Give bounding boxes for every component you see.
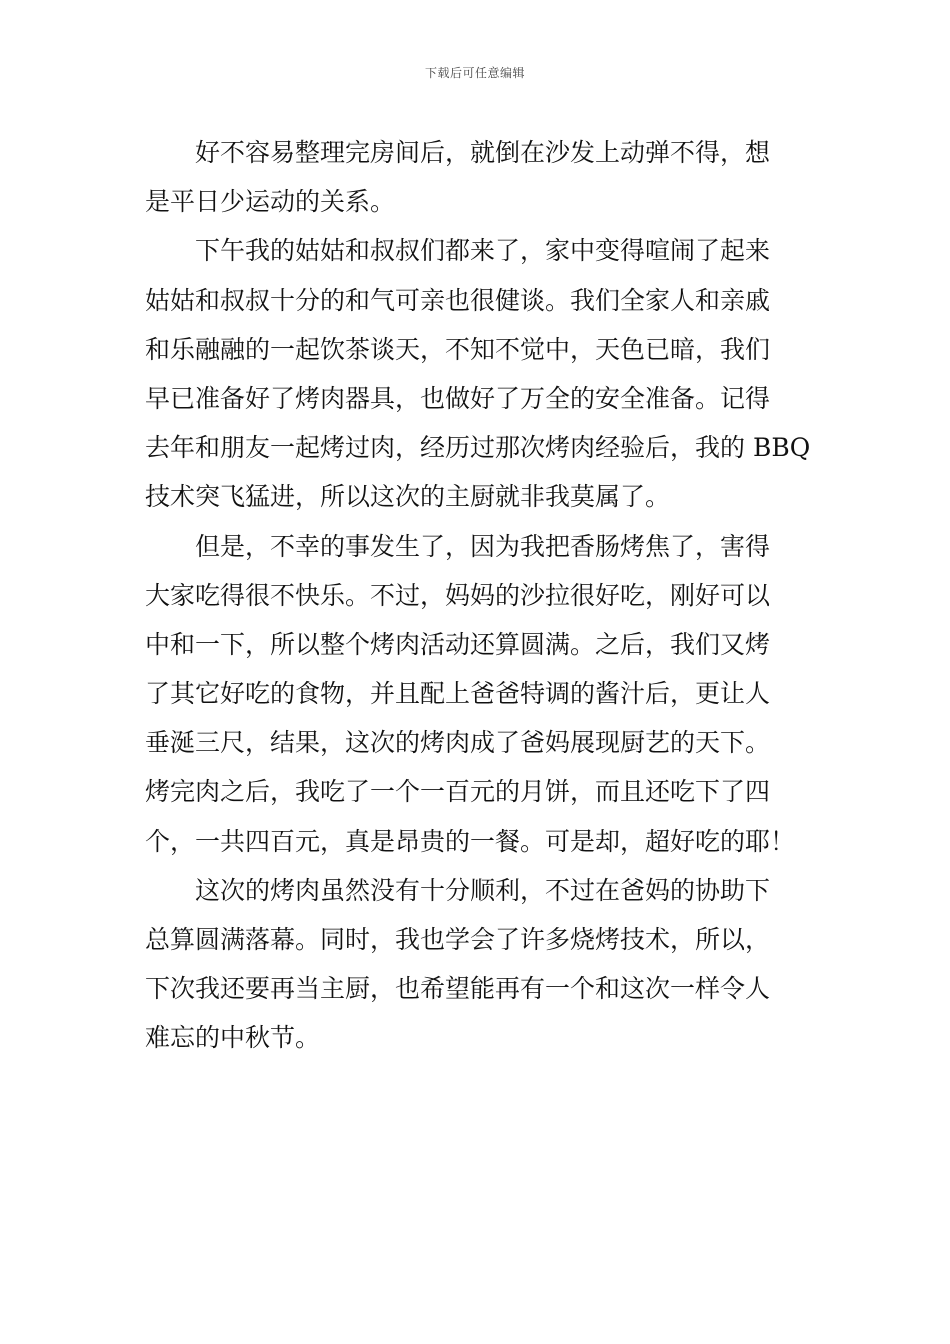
text-line: 去年和朋友一起烤过肉，经历过那次烤肉经验后，我的 BBQ [145, 433, 810, 463]
text-line: 这次的烤肉虽然没有十分顺利，不过在爸妈的协助下 [195, 875, 771, 905]
text-line: 个，一共四百元，真是昂贵的一餐。可是却，超好吃的耶！ [145, 826, 796, 856]
header-note: 下载后可任意编辑 [424, 66, 525, 80]
text-line: 但是，不幸的事发生了，因为我把香肠烤焦了，害得 [195, 531, 771, 561]
text-line: 是平日少运动的关系。 [145, 187, 396, 217]
text-line: 早已准备好了烤肉器具，也做好了万全的安全准备。记得 [145, 383, 771, 413]
text-line: 大家吃得很不快乐。不过，妈妈的沙拉很好吃，刚好可以 [145, 580, 771, 610]
text-line: 姑姑和叔叔十分的和气可亲也很健谈。我们全家人和亲戚 [145, 285, 771, 315]
paragraph [145, 226, 810, 521]
text-line: 技术突飞猛进，所以这次的主厨就非我莫属了。 [145, 482, 671, 512]
text-line: 中和一下，所以整个烤肉活动还算圆满。之后，我们又烤 [145, 629, 771, 659]
text-line: 下次我还要再当主厨，也希望能再有一个和这次一样令人 [145, 974, 771, 1004]
text-line: 垂涎三尺，结果，这次的烤肉成了爸妈展现厨艺的天下。 [145, 728, 771, 758]
text-line: 好不容易整理完房间后，就倒在沙发上动弹不得，想 [195, 138, 771, 167]
text-line: 难忘的中秋节。 [145, 1023, 321, 1053]
paragraph [145, 522, 810, 866]
body-text [145, 128, 810, 1063]
text-line: 了其它好吃的食物，并且配上爸爸特调的酱汁后，更让人 [145, 679, 771, 709]
text-line: 和乐融融的一起饮茶谈天，不知不觉中，天色已暗，我们 [145, 334, 771, 364]
text-line: 烤完肉之后，我吃了一个一百元的月饼，而且还吃下了四 [145, 777, 771, 807]
paragraph [145, 128, 810, 226]
paragraph [145, 866, 810, 1063]
text-line: 总算圆满落幕。同时，我也学会了许多烧烤技术，所以， [145, 925, 771, 954]
text-line: 下午我的姑姑和叔叔们都来了，家中变得喧闹了起来 [195, 236, 771, 266]
